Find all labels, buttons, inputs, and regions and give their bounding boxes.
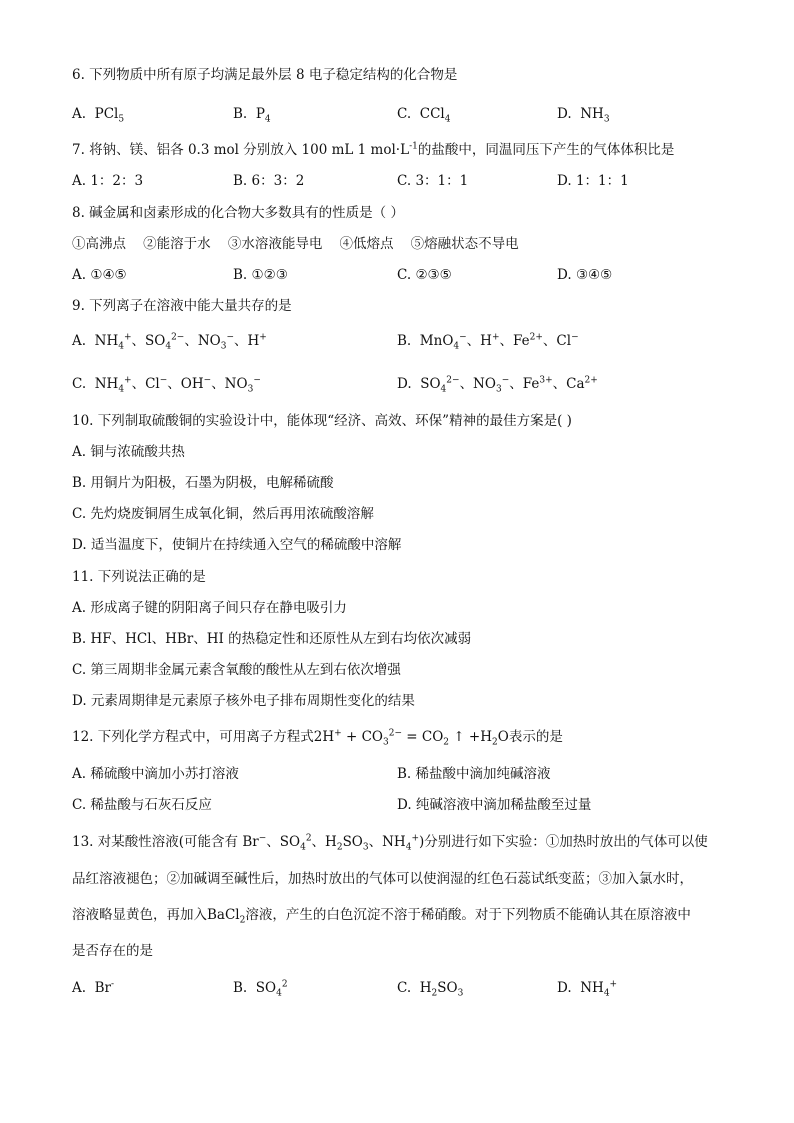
- option-label: C.: [72, 376, 87, 392]
- q12-option-d[interactable]: D. 纯碱溶液中滴加稀盐酸至过量: [397, 797, 592, 813]
- q12-stem: [72, 728, 563, 746]
- formula-sub: 5: [118, 114, 125, 125]
- q8-stem: 8. 碱金属和卤素形成的化合物大多数具有的性质是（ ）: [72, 205, 404, 221]
- q8-option-c[interactable]: [397, 266, 452, 284]
- formula-base: CCl: [419, 106, 445, 122]
- formula-base: NH: [580, 106, 604, 122]
- q12-option-c[interactable]: C. 稀盐酸与石灰石反应: [72, 797, 212, 813]
- stem-part: 溶液略显黄色，再加入: [72, 907, 207, 923]
- q8-properties: ①高沸点 ②能溶于水 ③水溶液能导电 ④低熔点 ⑤熔融状态不导电: [72, 236, 519, 252]
- option-label: C.: [397, 173, 412, 189]
- q11-option-b[interactable]: B. HF、HCl、HBr、HI 的热稳定性和还原性从左到右均依次减弱: [72, 631, 472, 647]
- option-label: A.: [72, 267, 87, 283]
- stem-part: )分别进行如下实验：①加热时放出的气体可以使: [419, 834, 708, 850]
- option-text: ①②③: [251, 267, 288, 283]
- option-label: D.: [557, 267, 572, 283]
- option-text: 3：1：1: [415, 173, 469, 189]
- stem-part: 12. 下列化学方程式中，可用离子方程式: [72, 729, 314, 745]
- stem-part: 表示的是: [508, 729, 563, 745]
- q11-option-a[interactable]: A. 形成离子键的阴阳离子间只存在静电吸引力: [72, 600, 347, 616]
- q7-option-a[interactable]: [72, 172, 143, 190]
- q7-option-d[interactable]: [557, 172, 629, 190]
- q8-option-b[interactable]: [233, 266, 288, 284]
- option-label: C.: [397, 267, 412, 283]
- option-label: B.: [233, 980, 248, 996]
- option-text: ③④⑤: [575, 267, 613, 283]
- q13-option-d[interactable]: D. $NH_4^+$: [557, 979, 618, 999]
- option-label: A.: [72, 106, 87, 122]
- q9-option-a[interactable]: A. $NH_4^+$、$SO_4^{2-}$、$NO_3^-$、H+: [72, 332, 267, 352]
- stem-part: 13. 对某酸性溶液(可能含有: [72, 834, 239, 850]
- q13-stem-line4: 是否存在的是: [72, 943, 153, 959]
- q11-option-d[interactable]: D. 元素周期律是元素原子核外电子排布周期性变化的结果: [72, 693, 415, 709]
- option-text: 1：2：3: [90, 173, 144, 189]
- q10-option-b[interactable]: B. 用铜片为阳极，石墨为阴极，电解稀硫酸: [72, 475, 334, 491]
- q8-option-a[interactable]: [72, 266, 127, 284]
- option-label: B.: [397, 333, 412, 349]
- q9-option-d[interactable]: D. $SO_4^{2-}$、$NO_3^-$、$Fe^{3+}$、$Ca^{2+}$: [397, 375, 598, 395]
- option-label: A.: [72, 333, 87, 349]
- option-formula: [255, 106, 271, 125]
- q10-stem: 10. 下列制取硫酸铜的实验设计中，能体现“经济、高效、环保”精神的最佳方案是( ): [72, 413, 572, 429]
- option-label: D.: [557, 106, 572, 122]
- q6-option-c[interactable]: [397, 105, 450, 123]
- q13-option-c[interactable]: C. $H_2SO_3$: [397, 980, 464, 999]
- stem-sup: -1: [409, 141, 418, 152]
- q12-option-a[interactable]: A. 稀硫酸中滴加小苏打溶液: [72, 766, 239, 782]
- stem-part: 溶液，产生的白色沉淀不溶于稀硝酸。对于下列物质不能确认其在原溶液中: [245, 907, 691, 923]
- q6-option-a[interactable]: [72, 105, 124, 123]
- formula-sub: 4: [264, 114, 271, 125]
- formula-sub: 3: [603, 114, 610, 125]
- formula-base: P: [255, 106, 265, 122]
- option-text: 6：3：2: [251, 173, 305, 189]
- option-label: D.: [557, 173, 572, 189]
- stem-part: 的盐酸中，同温同压下产生的气体体积比是: [417, 142, 675, 158]
- q13-stem-line1: 13. 对某酸性溶液(可能含有 Br−、$SO_4^2$、$H_2SO_3$、$NH_4^+$)分别进行如下实验：①加热时放出的气体可以使: [72, 833, 708, 853]
- option-formula: [580, 106, 610, 125]
- q11-stem: 11. 下列说法正确的是: [72, 569, 206, 585]
- formula-base: PCl: [94, 106, 119, 122]
- q10-option-c[interactable]: C. 先灼烧废铜屑生成氧化铜，然后再用浓硫酸溶解: [72, 506, 374, 522]
- q13-stem-line2: 品红溶液褪色；②加碱调至碱性后，加热时放出的气体可以使润湿的红色石蕊试纸变蓝；③加入氯水时，: [72, 871, 693, 887]
- option-label: A.: [72, 980, 87, 996]
- option-label: D.: [557, 980, 572, 996]
- option-label: C.: [397, 106, 412, 122]
- formula-sub: 4: [444, 114, 451, 125]
- option-label: B.: [233, 173, 248, 189]
- q10-option-d[interactable]: D. 适当温度下，使铜片在持续通入空气的稀硫酸中溶解: [72, 537, 402, 553]
- option-label: A.: [72, 173, 87, 189]
- ionic-equation: $2H^+ + CO_3^{2-} = CO_2$ ↑ $+H_2O$: [313, 728, 509, 748]
- q9-option-b[interactable]: B. MnO$_4$−、H+、$Fe^{2+}$、Cl−: [397, 332, 579, 352]
- option-text: 1：1：1: [575, 173, 629, 189]
- option-label: B.: [233, 106, 248, 122]
- q12-option-b[interactable]: B. 稀盐酸中滴加纯碱溶液: [397, 766, 551, 782]
- option-formula: [94, 106, 125, 125]
- q13-option-b[interactable]: B. $SO_4^2$: [233, 979, 288, 999]
- q10-option-a[interactable]: A. 铜与浓硫酸共热: [72, 444, 185, 460]
- q6-option-d[interactable]: [557, 105, 610, 123]
- q11-option-c[interactable]: C. 第三周期非金属元素含氧酸的酸性从左到右依次增强: [72, 662, 401, 678]
- q7-option-b[interactable]: [233, 172, 304, 190]
- q9-stem: 9. 下列离子在溶液中能大量共存的是: [72, 298, 292, 314]
- option-label: D.: [397, 376, 412, 392]
- option-label: B.: [233, 267, 248, 283]
- q7-option-c[interactable]: [397, 172, 468, 190]
- q6-stem: 6. 下列物质中所有原子均满足最外层 8 电子稳定结构的化合物是: [72, 67, 458, 83]
- option-text: ①④⑤: [90, 267, 127, 283]
- q13-stem-line3: 溶液略显黄色，再加入BaCl$_2$溶液，产生的白色沉淀不溶于稀硝酸。对于下列物质不能确认其在原溶液中: [72, 907, 691, 926]
- option-text: ②③⑤: [415, 267, 452, 283]
- option-formula: [419, 106, 451, 125]
- q8-option-d[interactable]: [557, 266, 612, 284]
- q13-option-a[interactable]: A. Br-: [72, 979, 115, 996]
- q9-option-c[interactable]: C. $NH_4^+$、Cl−、OH−、$NO_3^-$: [72, 375, 261, 395]
- q7-stem: [72, 141, 674, 159]
- q6-option-b[interactable]: [233, 105, 271, 123]
- option-label: C.: [397, 980, 412, 996]
- stem-part: 7. 将钠、镁、铝各 0.3 mol 分别放入 100 mL 1 mol·L: [72, 142, 410, 158]
